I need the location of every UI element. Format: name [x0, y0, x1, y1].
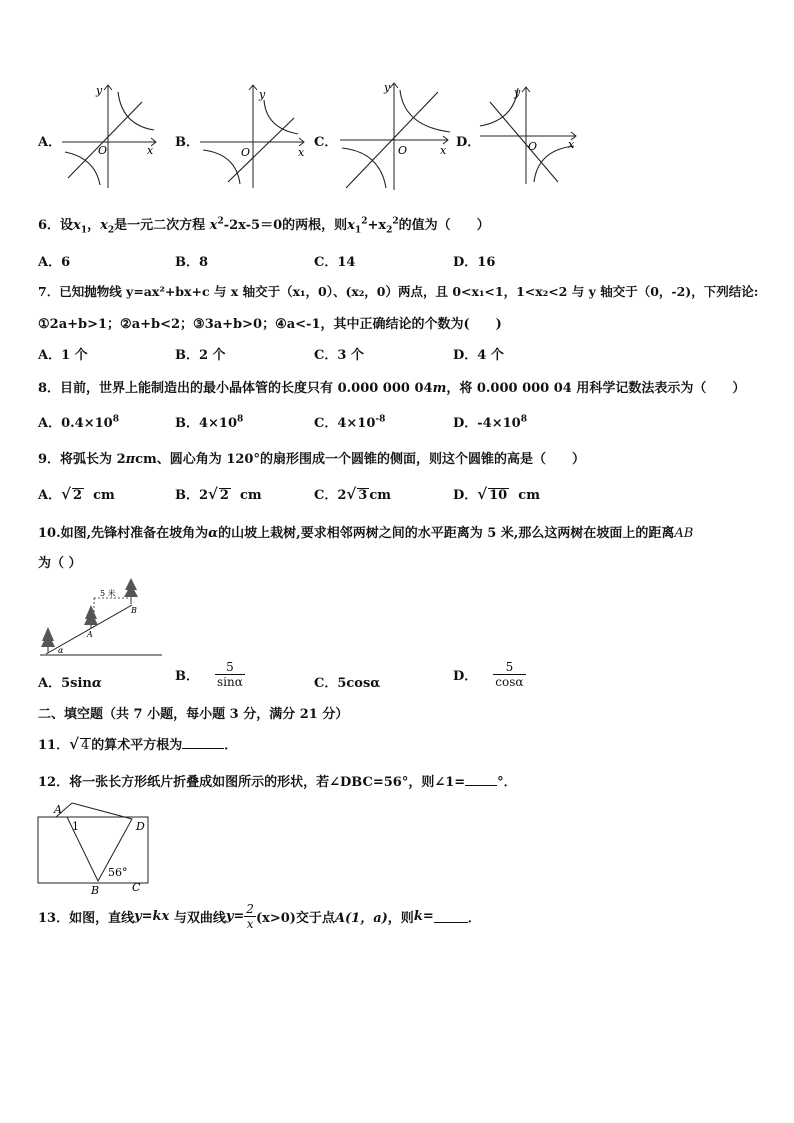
question-7-line-2: ①2a+b>1；②a+b<2；③3a+b>0；④a<-1，其中正确结论的个数为( ): [38, 317, 502, 332]
line-graph: [490, 102, 558, 182]
option-d: D．16: [453, 255, 496, 270]
hyperbola-branch-2: [342, 148, 386, 188]
origin-label: O: [528, 140, 538, 153]
rectangle: [38, 817, 148, 883]
answer-blank: [182, 736, 224, 749]
option-a: A．5sinα: [38, 676, 102, 691]
question-7-line-1: 7．已知抛物线 y=ax²+bx+c 与 x 轴交于（x₁，0）、(x₂，0）两点，且 0<x₁<1，1<x₂<2 与 y 轴交于（0，-2)，下列结论:: [38, 284, 759, 299]
option-c: C．14: [314, 255, 356, 270]
tree-b: [124, 578, 138, 604]
hyperbola-branch-2: [65, 152, 100, 185]
graph-a: [60, 80, 160, 190]
point-a-label: A: [87, 630, 93, 639]
question-9: 9．将弧长为 2πcm、圆心角为 120°的扇形围成一个圆锥的侧面，则这个圆锥的高是（ ）: [38, 452, 585, 467]
option-d: D．4 个: [453, 348, 504, 363]
y-label: y: [96, 84, 103, 97]
question-13: 13．如图，直线y=kx 与双曲线y= $\frac{2}{x}$ (x>0)交于点A(1，a)，则k= ．: [38, 902, 481, 931]
option-a: A．1 个: [38, 348, 88, 363]
angle-label: α: [58, 646, 64, 655]
option-label: D．: [456, 135, 481, 150]
question-10-line-2: 为（ ）: [38, 556, 82, 571]
point-a-label: A: [54, 803, 62, 816]
option-b: B．$4\times 10^8$: [175, 414, 244, 431]
hyperbola-branch-1: [480, 88, 518, 126]
option-a: A．√ 2 cm: [38, 485, 115, 503]
option-label: C．: [314, 135, 338, 150]
y-label: y: [514, 86, 521, 99]
x-label: x: [298, 146, 305, 159]
fold-figure: [36, 797, 154, 897]
distance-label: 5 米: [100, 589, 116, 598]
option-b: B．2√ 2 cm: [175, 485, 262, 503]
slope-figure: [36, 575, 164, 659]
hyperbola-branch-1: [264, 100, 298, 134]
option-label: B．: [175, 135, 199, 150]
point-b-label: B: [131, 606, 137, 615]
question-12: 12．将一张长方形纸片折叠成如图所示的形状，若∠DBC=56°，则∠1= °．: [38, 775, 517, 790]
option-c: C．$4\times 10^{-8}$: [314, 414, 386, 431]
y-label: y: [259, 88, 266, 101]
hyperbola-branch-2: [203, 150, 240, 184]
graph-b: [198, 80, 310, 190]
line-graph: [228, 118, 294, 182]
graph-d: [478, 82, 582, 186]
origin-label: O: [98, 144, 108, 157]
question-10-line-1: 10.如图,先锋村准备在坡角为α的山坡上栽树,要求相邻两树之间的水平距离为 5 米,那么这两树在坡面上的距离AB: [38, 526, 694, 541]
angle-56-label: 56°: [108, 866, 128, 879]
question-11: 11．√ 4 的算术平方根为 ．: [38, 735, 238, 753]
answer-blank: [434, 910, 468, 923]
option-label: A．: [38, 135, 62, 150]
point-b-label: B: [91, 884, 100, 897]
answer-blank: [465, 773, 497, 786]
x-label: x: [147, 144, 154, 157]
question-8: 8．目前，世界上能制造出的最小晶体管的长度只有 0.000 000 04m，将 0.000 000 04 用科学记数法表示为（ ）: [38, 381, 746, 396]
x-label: x: [568, 138, 575, 151]
graph-c: [338, 78, 454, 192]
question-6: 6．设$x_1$，$x_2$是一元二次方程 $x^2-2x-5=0$的两根，则$x_1^2+x_2^2$的值为（ ）: [38, 216, 490, 236]
option-b: B．2 个: [175, 348, 226, 363]
origin-label: O: [241, 146, 251, 159]
option-d: D．$-4\times 10^8$: [453, 414, 527, 431]
line-graph: [68, 102, 142, 178]
x-label: x: [440, 144, 447, 157]
option-c: C．5cosα: [314, 676, 381, 691]
point-c-label: C: [132, 881, 141, 894]
section-heading: 二、填空题（共 7 小题，每小题 3 分，满分 21 分）: [38, 707, 349, 722]
origin-label: O: [398, 144, 408, 157]
option-c: C．3 个: [314, 348, 364, 363]
option-b: B． $\frac{5}{\sin\alpha}$: [175, 660, 243, 689]
y-label: y: [384, 81, 391, 94]
angle-1-label: 1: [72, 820, 79, 833]
point-d-label: D: [136, 820, 145, 833]
option-d: D． $\frac{5}{\cos\alpha}$: [453, 660, 524, 689]
option-c: C．2√ 3 cm: [314, 485, 391, 503]
option-a: A．$0.4\times 10^8$: [38, 414, 119, 431]
hyperbola-branch-1: [118, 92, 154, 130]
hyperbola-branch-1: [400, 90, 450, 132]
option-d: D．√ 10 cm: [453, 485, 540, 503]
option-b: B．8: [175, 255, 209, 270]
tree-left: [41, 627, 55, 653]
option-a: A．6: [38, 255, 71, 270]
